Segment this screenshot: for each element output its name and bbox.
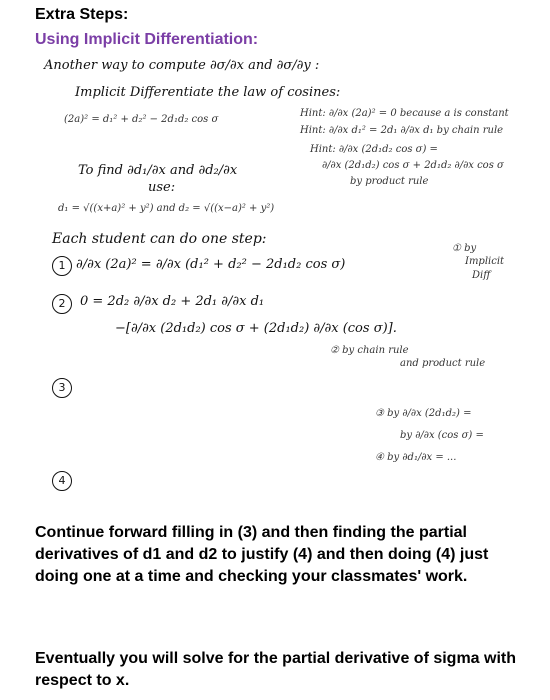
hint-4: ∂/∂x (2d₁d₂) cos σ + 2d₁d₂ ∂/∂x cos σ: [322, 160, 504, 171]
step-1-circle: 1: [52, 256, 72, 276]
hint-5: by product rule: [350, 176, 429, 187]
law-of-cosines: (2a)² = d₁² + d₂² − 2d₁d₂ cos σ: [64, 114, 219, 125]
step-1-equation: ∂/∂x (2a)² = ∂/∂x (d₁² + d₂² − 2d₁d₂ cos σ): [76, 257, 346, 272]
find-line-1: To find ∂d₁/∂x and ∂d₂/∂x: [78, 163, 238, 178]
instructions-paragraph: Continue forward filling in (3) and then finding the partial derivatives of d1 and d2 to justify (4) and then doing (4) just doing one at a time and checking your classmates' work.: [35, 524, 489, 585]
intro-line: Another way to compute ∂σ/∂x and ∂σ/∂y :: [44, 58, 320, 73]
step-2-note-1: ② by chain rule: [330, 345, 409, 356]
goal-paragraph: Eventually you will solve for the partial derivative of sigma with respect to x.: [35, 650, 517, 689]
step-4-note: ④ by ∂d₁/∂x = ...: [375, 452, 457, 463]
implicit-diff-heading: Using Implicit Differentiation:: [35, 31, 259, 48]
find-line-2: use:: [148, 180, 176, 195]
d-definitions: d₁ = √((x+a)² + y²) and d₂ = √((x−a)² + y²): [58, 203, 275, 214]
step-2-circle: 2: [52, 294, 72, 314]
extra-steps-heading: Extra Steps:: [35, 6, 129, 23]
implicit-line: Implicit Differentiate the law of cosines:: [75, 85, 341, 100]
step-2-line-2: −[∂/∂x (2d₁d₂) cos σ + (2d₁d₂) ∂/∂x (cos σ)].: [115, 321, 397, 336]
step-3-note-b: by ∂/∂x (cos σ) =: [400, 430, 484, 441]
step-1-note-3: Diff: [472, 270, 491, 281]
hint-2: Hint: ∂/∂x d₁² = 2d₁ ∂/∂x d₁ by chain rule: [300, 125, 504, 136]
step-2-line-1: 0 = 2d₂ ∂/∂x d₂ + 2d₁ ∂/∂x d₁: [80, 294, 265, 309]
step-1-note-1: ① by: [452, 243, 477, 254]
hint-1: Hint: ∂/∂x (2a)² = 0 because a is constant: [300, 108, 509, 119]
step-3-note-a: ③ by ∂/∂x (2d₁d₂) =: [375, 408, 472, 419]
step-2-note-2: and product rule: [400, 358, 486, 369]
step-4-circle: 4: [52, 471, 72, 491]
hint-3: Hint: ∂/∂x (2d₁d₂ cos σ) =: [310, 144, 438, 155]
step-1-note-2: Implicit: [465, 256, 505, 267]
step-3-circle: 3: [52, 378, 72, 398]
each-student-line: Each student can do one step:: [52, 231, 267, 247]
